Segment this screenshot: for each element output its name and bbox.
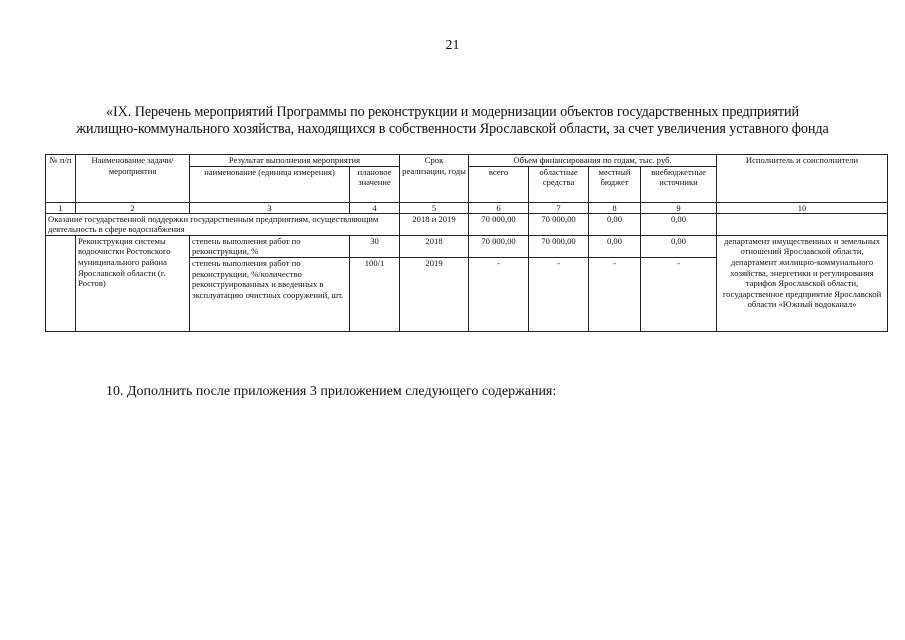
header-term: Срок реализации, годы — [400, 155, 469, 203]
task-row — [46, 213, 888, 235]
col-number: 4 — [350, 202, 400, 213]
result-regional: 70 000,00 — [529, 235, 589, 257]
header-executor: Исполнитель и соисполнители — [717, 155, 888, 203]
col-number: 1 — [46, 202, 76, 213]
task-term: 2018 и 2019 — [400, 213, 469, 235]
header-num: № п/п — [46, 155, 76, 203]
col-number: 3 — [190, 202, 350, 213]
header-finance-group: Объем финансирования по годам, тыс. руб. — [469, 155, 717, 167]
col-number: 6 — [469, 202, 529, 213]
result-extra: - — [641, 257, 717, 331]
col-number: 7 — [529, 202, 589, 213]
task-extra: 0,00 — [641, 213, 717, 235]
result-local: - — [589, 257, 641, 331]
result-regional: - — [529, 257, 589, 331]
result-value: 100/1 — [350, 257, 400, 331]
result-value: 30 — [350, 235, 400, 257]
measure-num — [46, 235, 76, 331]
col-number: 9 — [641, 202, 717, 213]
col-number: 10 — [717, 202, 888, 213]
header-fin-extra: внебюджетные источники — [641, 166, 717, 202]
result-total: - — [469, 257, 529, 331]
amendment-note: 10. Дополнить после приложения 3 приложением следующего содержания: — [106, 384, 557, 399]
measures-table — [45, 154, 888, 332]
task-text: Оказание государственной поддержки государственным предприятиям, осуществляющим деятельность в сфере водоснабжения — [46, 213, 400, 235]
column-number-row — [46, 202, 888, 213]
col-number: 5 — [400, 202, 469, 213]
task-local: 0,00 — [589, 213, 641, 235]
task-executor — [717, 213, 888, 235]
task-total: 70 000,00 — [469, 213, 529, 235]
task-regional: 70 000,00 — [529, 213, 589, 235]
result-name: степень выполнения работ по реконструкции, % — [190, 235, 350, 257]
result-local: 0,00 — [589, 235, 641, 257]
col-number: 8 — [589, 202, 641, 213]
result-name: степень выполнения работ по реконструкции, %/количество реконструированных и введенных в эксплуатацию очистных сооружений, шт. — [190, 257, 350, 331]
heading-line-1: «IX. Перечень мероприятий Программы по реконструкции и модернизации объектов государственных предприятий — [106, 104, 799, 120]
result-term: 2018 — [400, 235, 469, 257]
measure-name: Реконструкция системы водоочистки Ростовского муниципального района Ярославской области (г. Ростов) — [76, 235, 190, 331]
section-heading — [45, 104, 860, 138]
measure-row-1 — [46, 235, 888, 257]
header-result-name: наименование (единица измерения) — [190, 166, 350, 202]
header-fin-local: местный бюджет — [589, 166, 641, 202]
result-term: 2019 — [400, 257, 469, 331]
header-row-1 — [46, 155, 888, 167]
page-number: 21 — [445, 38, 460, 53]
result-extra: 0,00 — [641, 235, 717, 257]
header-result-group: Результат выполнения мероприятия — [190, 155, 400, 167]
col-number: 2 — [76, 202, 190, 213]
heading-line-2: жилищно-коммунального хозяйства, находящихся в собственности Ярославской области, за счет увеличения уставного фонда — [76, 121, 829, 137]
header-result-value: плановое значение — [350, 166, 400, 202]
measure-executor: департамент имущественных и земельных отношений Ярославской области, департамент жилищно-коммунального хозяйства, энергетики и регулирования тарифов Ярославской области, государственное предприятие Ярославской области «Южный водоканал» — [717, 235, 888, 331]
header-fin-total: всего — [469, 166, 529, 202]
header-fin-regional: областные средства — [529, 166, 589, 202]
result-total: 70 000,00 — [469, 235, 529, 257]
header-task: Наименование задачи/мероприятия — [76, 155, 190, 203]
